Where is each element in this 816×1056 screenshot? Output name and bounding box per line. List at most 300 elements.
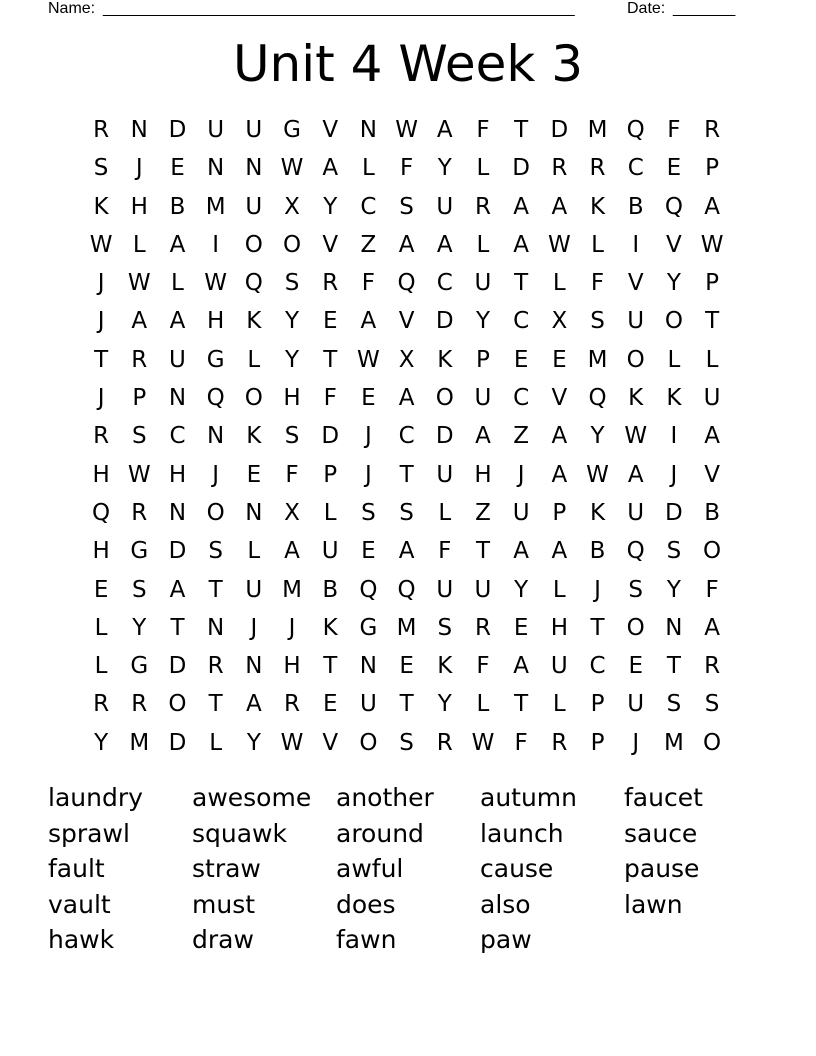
grid-letter[interactable]: W — [586, 461, 609, 488]
grid-letter[interactable]: F — [285, 461, 299, 488]
grid-letter[interactable]: Q — [397, 576, 416, 603]
grid-letter[interactable]: F — [399, 155, 414, 182]
grid-letter[interactable]: L — [132, 231, 146, 258]
grid-letter[interactable]: J — [97, 308, 105, 335]
grid-letter[interactable]: O — [244, 385, 263, 412]
grid-letter[interactable]: L — [323, 499, 337, 526]
grid-letter[interactable]: E — [322, 308, 338, 335]
grid-letter[interactable]: N — [168, 385, 187, 412]
grid-letter[interactable]: C — [360, 193, 377, 220]
grid-letter[interactable]: F — [667, 117, 681, 143]
grid-letter[interactable]: Q — [92, 499, 111, 526]
grid-letter[interactable]: N — [245, 653, 263, 680]
grid-letter[interactable]: M — [587, 117, 608, 143]
grid-letter[interactable]: J — [212, 461, 220, 488]
word-bank-item: draw — [192, 925, 254, 954]
grid-letter[interactable]: F — [323, 385, 337, 412]
grid-letter[interactable]: R — [93, 691, 110, 718]
grid-letter[interactable]: F — [476, 117, 490, 143]
grid-letter[interactable]: N — [245, 499, 263, 526]
grid-letter[interactable]: M — [587, 346, 608, 373]
grid-letter[interactable]: Y — [437, 691, 452, 718]
grid-letter[interactable]: R — [207, 653, 224, 680]
grid-letter[interactable]: E — [361, 538, 376, 565]
grid-letter[interactable]: T — [94, 346, 109, 373]
grid-letter[interactable]: A — [551, 193, 568, 220]
grid-letter[interactable]: C — [627, 155, 644, 182]
grid-letter[interactable]: T — [208, 576, 223, 603]
grid-letter[interactable]: O — [282, 231, 302, 258]
grid-letter[interactable]: P — [590, 691, 605, 718]
grid-letter[interactable]: N — [130, 117, 148, 143]
grid-letter[interactable]: O — [206, 499, 225, 526]
grid-letter[interactable]: Y — [246, 729, 261, 756]
grid-letter[interactable]: T — [399, 691, 414, 718]
grid-letter[interactable]: A — [704, 614, 720, 641]
grid-letter[interactable]: U — [245, 193, 263, 220]
grid-letter[interactable]: G — [359, 614, 378, 641]
grid-letter[interactable]: A — [551, 461, 568, 488]
grid-letter[interactable]: S — [208, 538, 223, 565]
grid-letter[interactable]: A — [245, 691, 262, 718]
grid-letter[interactable]: A — [551, 538, 568, 565]
grid-letter[interactable]: Z — [513, 423, 530, 450]
grid-letter[interactable]: S — [628, 576, 644, 603]
grid-letter[interactable]: Z — [360, 231, 377, 258]
grid-letter[interactable]: P — [590, 729, 605, 756]
grid-letter[interactable]: Y — [94, 729, 109, 756]
grid-letter[interactable]: D — [435, 308, 454, 335]
grid-letter[interactable]: S — [399, 499, 414, 526]
grid-letter[interactable]: O — [626, 346, 645, 373]
grid-letter[interactable]: Z — [475, 499, 491, 526]
grid-letter[interactable]: P — [476, 346, 490, 373]
grid-letter[interactable]: X — [284, 499, 300, 526]
grid-letter[interactable]: Y — [323, 193, 338, 220]
grid-letter[interactable]: K — [666, 385, 682, 412]
grid-letter[interactable]: U — [169, 346, 186, 373]
grid-letter[interactable]: R — [436, 729, 453, 756]
grid-letter[interactable]: J — [288, 614, 296, 641]
grid-letter[interactable]: A — [169, 308, 186, 335]
grid-letter[interactable]: U — [245, 576, 263, 603]
word-bank-item: does — [336, 889, 396, 919]
date-line[interactable]: _______ — [673, 0, 736, 17]
grid-letter[interactable]: U — [207, 117, 225, 143]
name-line[interactable]: _____________________________________________________ — [103, 0, 575, 17]
grid-letter[interactable]: R — [704, 653, 721, 680]
grid-letter[interactable]: M — [205, 193, 226, 220]
grid-letter[interactable]: W — [127, 461, 151, 488]
grid-letter[interactable]: E — [361, 385, 376, 412]
grid-letter[interactable]: J — [594, 576, 601, 603]
grid-letter[interactable]: K — [322, 614, 338, 641]
grid-letter[interactable]: I — [632, 231, 640, 258]
grid-letter[interactable]: N — [359, 117, 378, 143]
grid-letter[interactable]: U — [436, 461, 454, 488]
grid-letter[interactable]: A — [513, 193, 530, 220]
grid-letter[interactable]: Q — [588, 385, 607, 412]
grid-letter[interactable]: U — [359, 691, 377, 718]
grid-letter[interactable]: G — [283, 117, 301, 143]
grid-letter[interactable]: D — [435, 423, 454, 450]
grid-letter[interactable]: N — [207, 155, 225, 182]
grid-letter[interactable]: V — [322, 117, 339, 143]
grid-letter[interactable]: J — [97, 385, 105, 412]
grid-letter[interactable]: R — [474, 614, 491, 641]
grid-letter[interactable]: S — [666, 691, 682, 718]
grid-letter[interactable]: T — [208, 691, 223, 718]
grid-letter[interactable]: L — [552, 691, 566, 718]
grid-letter[interactable]: K — [437, 653, 453, 680]
grid-letter[interactable]: X — [284, 193, 300, 220]
grid-letter[interactable]: K — [589, 193, 606, 220]
grid-letter[interactable]: Y — [285, 346, 300, 373]
grid-letter[interactable]: C — [513, 308, 530, 335]
grid-letter[interactable]: R — [704, 117, 721, 143]
grid-letter[interactable]: H — [550, 614, 568, 641]
grid-letter[interactable]: P — [323, 461, 338, 488]
grid-letter[interactable]: S — [399, 193, 414, 220]
grid-letter[interactable]: H — [92, 461, 110, 488]
grid-letter[interactable]: U — [550, 653, 568, 680]
grid-letter[interactable]: G — [130, 538, 149, 565]
grid-letter[interactable]: Q — [664, 193, 683, 220]
grid-letter[interactable]: P — [705, 155, 720, 182]
grid-letter[interactable]: U — [474, 270, 492, 297]
grid-letter[interactable]: R — [93, 423, 110, 450]
grid-letter[interactable]: J — [135, 155, 143, 182]
grid-letter[interactable]: K — [628, 385, 644, 412]
grid-letter[interactable]: W — [395, 117, 418, 143]
grid-letter[interactable]: D — [321, 423, 340, 450]
grid-letter[interactable]: I — [212, 231, 220, 258]
grid-letter[interactable]: A — [169, 231, 186, 258]
grid-letter[interactable]: S — [437, 614, 453, 641]
grid-letter[interactable]: A — [513, 231, 530, 258]
grid-letter[interactable]: L — [552, 576, 566, 603]
grid-letter[interactable]: J — [250, 614, 258, 641]
grid-letter[interactable]: R — [93, 117, 110, 143]
grid-letter[interactable]: U — [474, 385, 492, 412]
grid-letter[interactable]: W — [89, 231, 113, 258]
grid-letter[interactable]: O — [359, 729, 378, 756]
grid-letter[interactable]: D — [168, 117, 187, 143]
grid-letter[interactable]: Q — [244, 270, 263, 297]
grid-letter[interactable]: E — [93, 576, 109, 603]
grid-letter[interactable]: Y — [666, 270, 681, 297]
grid-letter[interactable]: M — [282, 576, 302, 603]
grid-letter[interactable]: L — [361, 155, 375, 182]
grid-letter[interactable]: S — [284, 423, 300, 450]
grid-letter[interactable]: M — [396, 614, 417, 641]
grid-letter[interactable]: A — [284, 538, 300, 565]
grid-letter[interactable]: A — [436, 117, 453, 143]
grid-letter[interactable]: D — [168, 653, 187, 680]
grid-letter[interactable]: J — [365, 423, 372, 450]
grid-letter[interactable]: U — [436, 576, 454, 603]
grid-letter[interactable]: E — [552, 346, 567, 373]
word-bank-item: awful — [336, 854, 404, 883]
word-bank-item: awesome — [192, 783, 312, 812]
grid-letter[interactable]: O — [626, 614, 645, 641]
grid-letter[interactable]: L — [171, 270, 184, 297]
grid-letter[interactable]: H — [92, 538, 110, 565]
grid-letter[interactable]: T — [514, 270, 529, 297]
grid-letter[interactable]: H — [474, 461, 492, 488]
grid-letter[interactable]: A — [131, 308, 148, 335]
grid-letter[interactable]: A — [169, 576, 186, 603]
grid-letter[interactable]: U — [245, 117, 263, 143]
word-bank-item: hawk — [48, 925, 115, 954]
grid-letter[interactable]: Q — [626, 117, 645, 143]
grid-letter[interactable]: L — [476, 155, 490, 182]
grid-letter[interactable]: C — [589, 653, 606, 680]
grid-letter[interactable]: B — [322, 576, 339, 603]
grid-letter[interactable]: A — [398, 231, 415, 258]
grid-letter[interactable]: N — [359, 653, 378, 680]
grid-letter[interactable]: R — [551, 155, 568, 182]
grid-letter[interactable]: R — [474, 193, 491, 220]
grid-letter[interactable]: V — [322, 729, 339, 756]
grid-letter[interactable]: S — [666, 538, 682, 565]
word-bank-item: fault — [48, 854, 105, 883]
grid-letter[interactable]: K — [93, 193, 109, 220]
grid-letter[interactable]: J — [632, 729, 640, 756]
grid-letter[interactable]: O — [168, 691, 187, 718]
grid-letter[interactable]: F — [590, 270, 605, 297]
grid-letter[interactable]: B — [169, 193, 186, 220]
grid-letter[interactable]: O — [435, 385, 454, 412]
grid-letter[interactable]: J — [97, 270, 105, 297]
grid-letter[interactable]: T — [514, 691, 529, 718]
grid-letter[interactable]: T — [705, 308, 720, 335]
grid-letter[interactable]: S — [131, 576, 147, 603]
grid-letter[interactable]: T — [590, 614, 605, 641]
grid-letter[interactable]: N — [168, 499, 187, 526]
grid-letter[interactable]: C — [169, 423, 186, 450]
grid-letter[interactable]: K — [246, 308, 262, 335]
grid-letter[interactable]: Y — [285, 308, 300, 335]
grid-letter[interactable]: W — [280, 155, 304, 182]
grid-letter[interactable]: H — [130, 193, 148, 220]
grid-letter[interactable]: L — [247, 346, 261, 373]
grid-letter[interactable]: L — [476, 691, 490, 718]
grid-letter[interactable]: T — [666, 653, 681, 680]
grid-letter[interactable]: E — [513, 614, 529, 641]
grid-letter[interactable]: M — [129, 729, 150, 756]
grid-letter[interactable]: V — [322, 231, 339, 258]
grid-letter[interactable]: A — [398, 538, 415, 565]
grid-letter[interactable]: Q — [206, 385, 225, 412]
grid-letter[interactable]: U — [703, 385, 721, 412]
grid-letter[interactable]: J — [670, 461, 678, 488]
grid-letter[interactable]: F — [514, 729, 528, 756]
grid-letter[interactable]: U — [627, 691, 645, 718]
grid-letter[interactable]: F — [705, 576, 719, 603]
grid-letter[interactable]: H — [207, 308, 225, 335]
grid-letter[interactable]: L — [209, 729, 223, 756]
grid-letter[interactable]: L — [552, 270, 566, 297]
grid-letter[interactable]: R — [131, 346, 148, 373]
grid-letter[interactable]: V — [627, 270, 644, 297]
grid-letter[interactable]: T — [399, 461, 414, 488]
grid-letter[interactable]: W — [471, 729, 495, 756]
grid-letter[interactable]: W — [547, 231, 571, 258]
grid-letter[interactable]: J — [517, 461, 525, 488]
grid-letter[interactable]: S — [704, 691, 720, 718]
grid-letter[interactable]: L — [476, 231, 490, 258]
grid-letter[interactable]: A — [551, 423, 568, 450]
grid-letter[interactable]: N — [665, 614, 683, 641]
grid-letter[interactable]: L — [591, 231, 604, 258]
grid-letter[interactable]: W — [700, 231, 724, 258]
grid-letter[interactable]: W — [127, 270, 151, 297]
grid-letter[interactable]: V — [551, 385, 568, 412]
grid-letter[interactable]: L — [438, 499, 452, 526]
grid-letter[interactable]: R — [551, 729, 568, 756]
grid-letter[interactable]: Y — [132, 614, 147, 641]
grid-letter[interactable]: S — [361, 499, 376, 526]
grid-letter[interactable]: A — [704, 423, 720, 450]
grid-letter[interactable]: A — [322, 155, 339, 182]
grid-letter[interactable]: S — [131, 423, 147, 450]
grid-letter[interactable]: E — [666, 155, 682, 182]
grid-letter[interactable]: Y — [437, 155, 452, 182]
grid-letter[interactable]: N — [207, 423, 225, 450]
grid-letter[interactable]: E — [399, 653, 414, 680]
grid-letter[interactable]: L — [94, 653, 108, 680]
grid-letter[interactable]: T — [323, 653, 338, 680]
grid-letter[interactable]: D — [665, 499, 683, 526]
grid-letter[interactable]: V — [398, 308, 415, 335]
grid-letter[interactable]: U — [627, 308, 645, 335]
grid-letter[interactable]: A — [475, 423, 491, 450]
grid-letter[interactable]: I — [670, 423, 678, 450]
grid-letter[interactable]: C — [398, 423, 415, 450]
grid-letter[interactable]: L — [94, 614, 108, 641]
grid-letter[interactable]: R — [131, 499, 148, 526]
grid-letter[interactable]: W — [357, 346, 380, 373]
grid-letter[interactable]: H — [283, 653, 301, 680]
grid-letter[interactable]: R — [322, 270, 339, 297]
grid-letter[interactable]: B — [704, 499, 720, 526]
grid-letter[interactable]: W — [624, 423, 648, 450]
grid-letter[interactable]: C — [436, 270, 453, 297]
grid-letter[interactable]: U — [512, 499, 530, 526]
grid-letter[interactable]: K — [437, 346, 453, 373]
grid-letter[interactable]: Y — [666, 576, 681, 603]
grid-letter[interactable]: W — [204, 270, 228, 297]
grid-letter[interactable]: S — [284, 270, 300, 297]
grid-letter[interactable]: F — [438, 538, 452, 565]
grid-letter[interactable]: Q — [397, 270, 416, 297]
grid-letter[interactable]: U — [627, 499, 645, 526]
grid-letter[interactable]: P — [132, 385, 147, 412]
grid-letter[interactable]: H — [283, 385, 301, 412]
grid-letter[interactable]: M — [663, 729, 684, 756]
grid-letter[interactable]: T — [475, 538, 490, 565]
grid-letter[interactable]: D — [550, 117, 569, 143]
grid-letter[interactable]: V — [704, 461, 720, 488]
grid-letter[interactable]: L — [247, 538, 261, 565]
grid-letter[interactable]: F — [361, 270, 376, 297]
grid-letter[interactable]: C — [513, 385, 530, 412]
grid-letter[interactable]: L — [705, 346, 719, 373]
grid-letter[interactable]: S — [93, 155, 109, 182]
grid-letter[interactable]: O — [703, 538, 722, 565]
grid-letter[interactable]: P — [552, 499, 567, 526]
grid-letter[interactable]: O — [664, 308, 683, 335]
grid-letter[interactable]: U — [474, 576, 492, 603]
grid-letter[interactable]: A — [436, 231, 453, 258]
date-label: Date: — [627, 0, 666, 17]
grid-letter[interactable]: B — [589, 538, 606, 565]
grid-letter[interactable]: A — [627, 461, 644, 488]
grid-letter[interactable]: A — [513, 538, 530, 565]
grid-letter[interactable]: G — [130, 653, 149, 680]
grid-letter[interactable]: G — [206, 346, 225, 373]
grid-letter[interactable]: O — [244, 231, 263, 258]
grid-letter[interactable]: S — [399, 729, 414, 756]
grid-letter[interactable]: R — [284, 691, 301, 718]
grid-letter[interactable]: A — [704, 193, 720, 220]
grid-letter[interactable]: R — [131, 691, 148, 718]
grid-letter[interactable]: T — [170, 614, 185, 641]
grid-letter[interactable]: L — [667, 346, 681, 373]
grid-letter[interactable]: A — [360, 308, 377, 335]
grid-letter[interactable]: T — [514, 117, 529, 143]
grid-letter[interactable]: U — [436, 193, 454, 220]
grid-letter[interactable]: D — [168, 538, 187, 565]
grid-letter[interactable]: V — [666, 231, 682, 258]
grid-letter[interactable]: X — [551, 308, 568, 335]
grid-letter[interactable]: J — [365, 461, 372, 488]
grid-letter[interactable]: X — [398, 346, 415, 373]
grid-letter[interactable]: K — [589, 499, 606, 526]
grid-letter[interactable]: O — [703, 729, 722, 756]
grid-letter[interactable]: D — [512, 155, 531, 182]
grid-letter[interactable]: B — [627, 193, 644, 220]
grid-letter[interactable]: E — [170, 155, 185, 182]
grid-letter[interactable]: A — [513, 653, 530, 680]
grid-letter[interactable]: Y — [514, 576, 529, 603]
grid-letter[interactable]: E — [513, 346, 529, 373]
grid-letter[interactable]: P — [705, 270, 720, 297]
grid-letter[interactable]: H — [168, 461, 187, 488]
grid-letter[interactable]: F — [476, 653, 490, 680]
grid-letter[interactable]: U — [321, 538, 339, 565]
grid-letter[interactable]: E — [246, 461, 262, 488]
grid-letter[interactable]: Y — [475, 308, 490, 335]
grid-letter[interactable]: Q — [626, 538, 645, 565]
grid-letter[interactable]: T — [323, 346, 338, 373]
grid-letter[interactable]: Y — [590, 423, 605, 450]
word-search-grid[interactable] — [82, 111, 730, 762]
grid-letter[interactable]: K — [246, 423, 262, 450]
grid-letter[interactable]: D — [168, 729, 187, 756]
grid-letter[interactable]: S — [590, 308, 605, 335]
grid-letter[interactable]: Q — [359, 576, 378, 603]
grid-letter[interactable]: N — [245, 155, 263, 182]
grid-letter[interactable]: R — [589, 155, 606, 182]
grid-letter[interactable]: N — [207, 614, 225, 641]
grid-letter[interactable]: W — [280, 729, 304, 756]
grid-letter[interactable]: E — [628, 653, 643, 680]
worksheet-header — [0, 0, 816, 20]
grid-letter[interactable]: E — [322, 691, 338, 718]
grid-letter[interactable]: A — [398, 385, 415, 412]
